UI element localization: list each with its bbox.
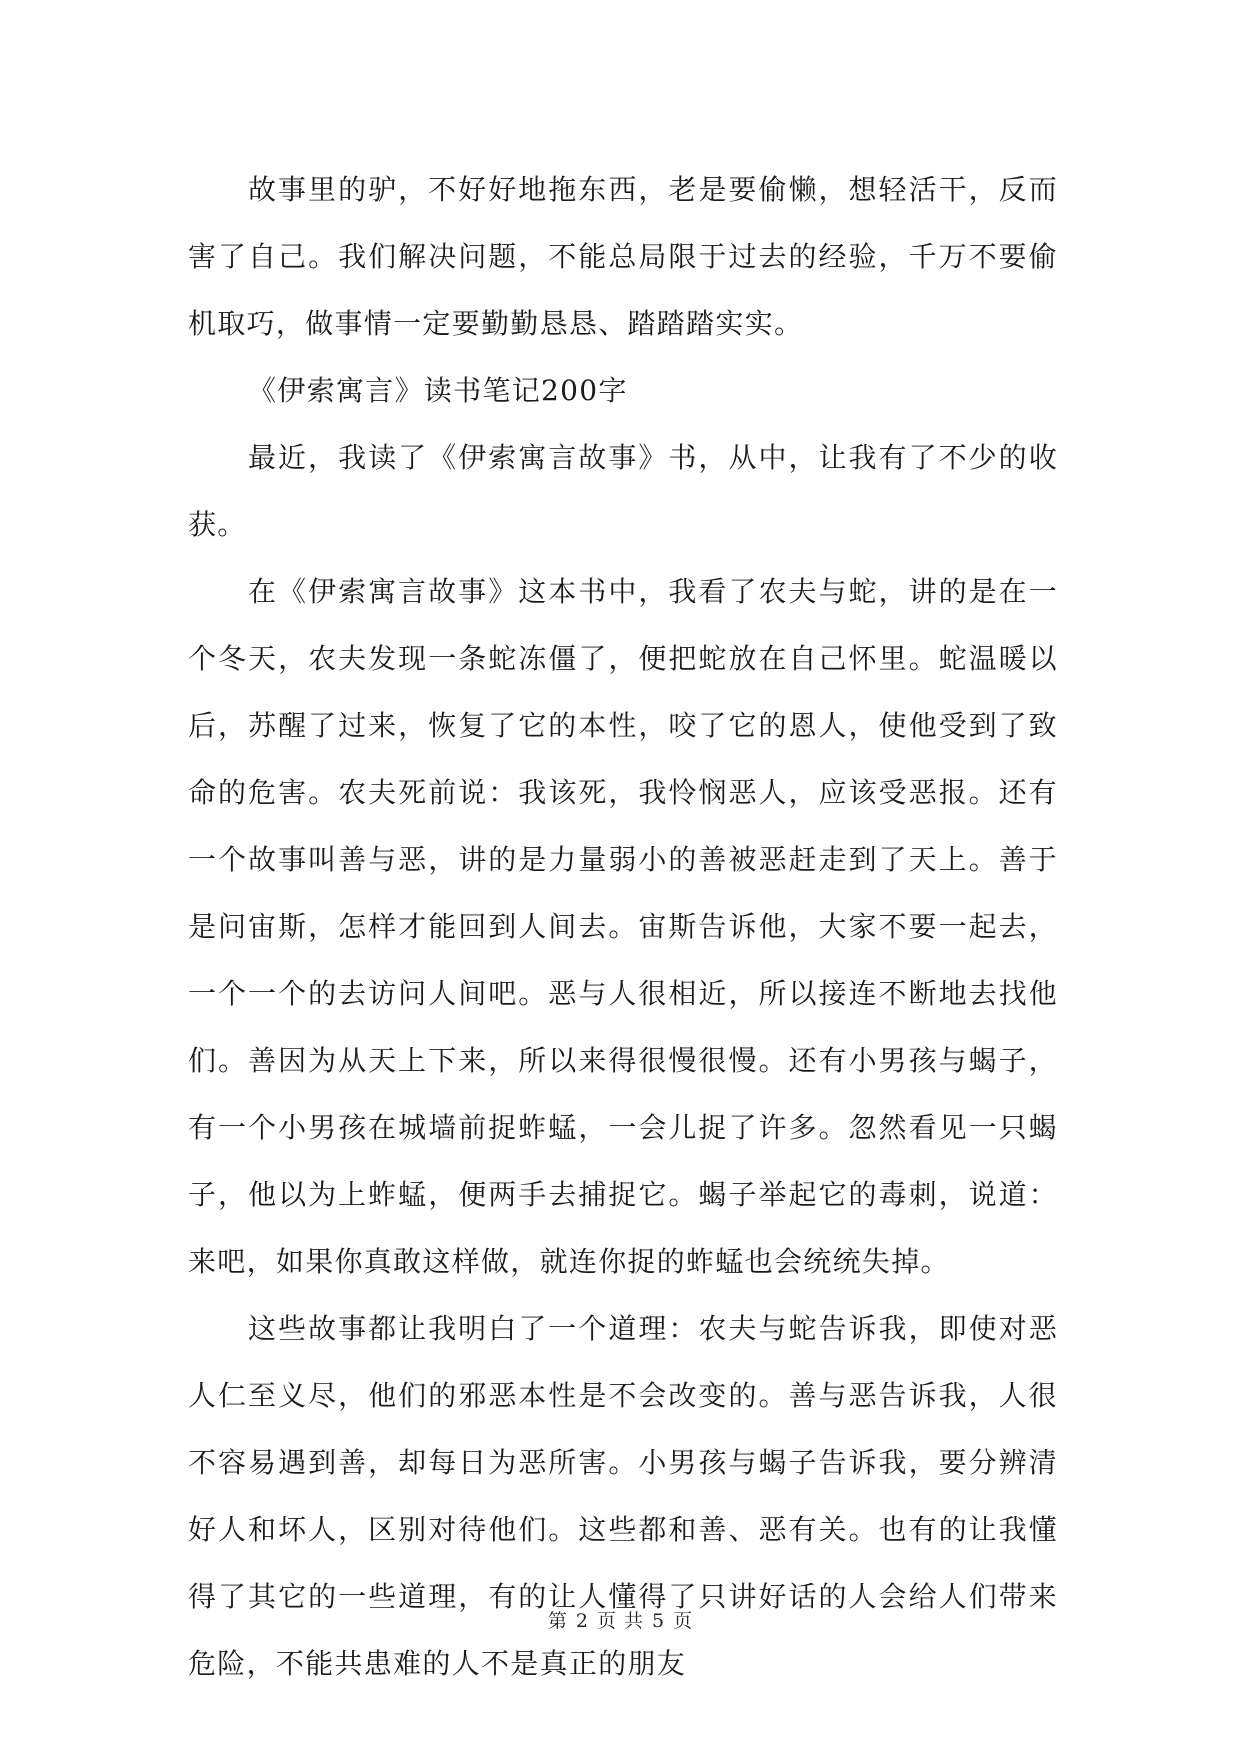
footer-prefix: 第 (547, 1610, 568, 1632)
page-footer (0, 1606, 1241, 1633)
footer-suffix: 页 (673, 1610, 694, 1632)
footer-middle: 页 共 (596, 1610, 645, 1632)
section-heading: 《伊索寓言》读书笔记200字 (248, 374, 628, 407)
footer-current-page: 2 (575, 1610, 589, 1632)
footer-total-pages: 5 (652, 1610, 666, 1632)
paragraph-lessons: 这些故事都让我明白了一个道理：农夫与蛇告诉我，即使对恶人仁至义尽，他们的邪恶本性是不会改变的。善与恶告诉我，人很不容易遇到善，却每日为恶所害。小男孩与蝎子告诉我，要分辨清好人和坏人，区别对待他们。这些都和善、恶有关。也有的让我懂得了其它的一些道理，有的让人懂得了只讲好话的人会给人们带来危险，不能共患难的人不是真正的朋友 (188, 1312, 1058, 1680)
paragraph-donkey-moral: 故事里的驴，不好好地拖东西，老是要偷懒，想轻活干，反而害了自己。我们解决问题，不能总局限于过去的经验，千万不要偷机取巧，做事情一定要勤勤恳恳、踏踏踏实实。 (188, 173, 1058, 340)
paragraph-stories: 在《伊索寓言故事》这本书中，我看了农夫与蛇，讲的是在一个冬天，农夫发现一条蛇冻僵了，便把蛇放在自己怀里。蛇温暖以后，苏醒了过来，恢复了它的本性，咬了它的恩人，使他受到了致命的危害。农夫死前说：我该死，我怜悯恶人，应该受恶报。还有一个故事叫善与恶，讲的是力量弱小的善被恶赶走到了天上。善于是问宙斯，怎样才能回到人间去。宙斯告诉他，大家不要一起去，一个一个的去访问人间吧。恶与人很相近，所以接连不断地去找他们。善因为从天上下来，所以来得很慢很慢。还有小男孩与蝎子，有一个小男孩在城墙前捉蚱蜢，一会儿捉了许多。忽然看见一只蝎子，他以为上蚱蜢，便两手去捕捉它。蝎子举起它的毒刺，说道：来吧，如果你真敢这样做，就连你捉的蚱蜢也会统统失掉。 (188, 575, 1058, 1278)
document-body (188, 156, 1058, 1697)
paragraph-intro: 最近，我读了《伊索寓言故事》书，从中，让我有了不少的收获。 (188, 441, 1058, 541)
